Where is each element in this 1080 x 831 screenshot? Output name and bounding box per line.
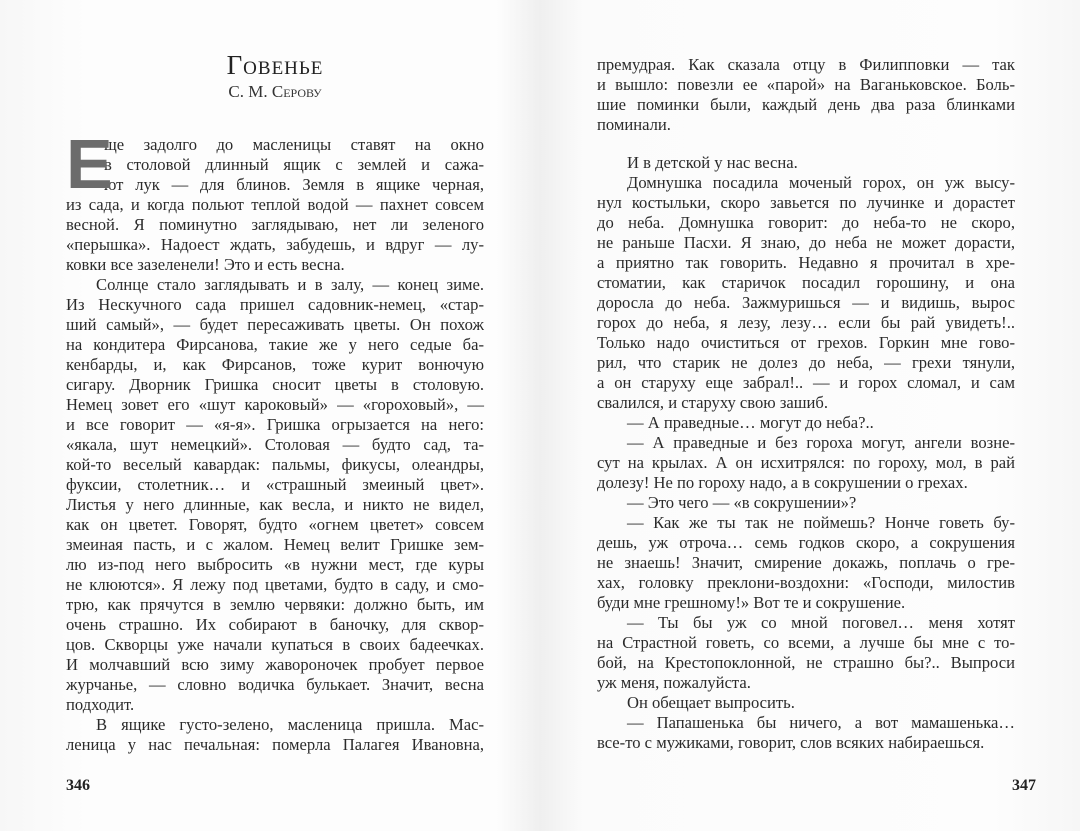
- text-line: лю из-под него выбросить «в нужни мест, где куры: [66, 555, 484, 574]
- right-page: [540, 0, 1080, 831]
- text-line: бой, на Крестопоклонной, не страшно бы?.. Выпроси: [597, 653, 1015, 672]
- text-line: кой-то веселый кавардак: пальмы, фикусы, олеандры,: [66, 455, 484, 474]
- text-line: змеиная пасть, и с жалом. Немец велит Гришке зем-: [66, 535, 484, 554]
- paragraph: [597, 433, 1015, 493]
- text-line: ковки все зазеленели! Это и есть весна.: [66, 255, 345, 274]
- text-line: шие поминки были, каждый день два раза блинками: [597, 95, 1015, 114]
- paragraph: [597, 493, 1015, 513]
- text-line: трю, как прячутся в землю червяки: должно быть, им: [66, 595, 484, 614]
- paragraph: [597, 173, 1015, 413]
- text-line: ют лук — для блинов. Земля в ящике черная,: [104, 175, 484, 194]
- text-line: фуксии, столетник… и «страшный змеиный цвет».: [66, 475, 484, 494]
- text-line: — А праведные и без гороха могут, ангели возне-: [627, 433, 1015, 452]
- text-line: не раньше Пасхи. Я знаю, до неба не может дорасти,: [597, 233, 1015, 252]
- text-line: все-то с мужиками, говорит, слов всяких набираешься.: [597, 733, 985, 752]
- text-line: а он старуху еще забрал!.. — и горох сломал, и сам: [597, 373, 1015, 392]
- text-line: из сада, и когда польют теплой водой — пахнет совсем: [66, 195, 484, 214]
- text-line: ще задолго до масленицы ставят на окно: [104, 135, 484, 154]
- paragraph: [66, 275, 484, 715]
- paragraph-gap: [597, 135, 1015, 153]
- text-line: И в детской у нас весна.: [627, 153, 798, 172]
- paragraph: [597, 153, 1015, 173]
- text-line: на кондитера Фирсанова, такие же у него седые ба-: [66, 335, 484, 354]
- text-line: подходит.: [66, 695, 135, 714]
- text-line: и вышло: повезли ее «парой» на Ваганьковское. Боль-: [597, 75, 1015, 94]
- dedication: С. М. Серову: [228, 82, 322, 101]
- paragraph: [597, 413, 1015, 433]
- paragraph: [597, 55, 1015, 135]
- text-line: Он обещает выпросить.: [627, 693, 795, 712]
- text-line: на Страстной говеть, со всеми, а лучше бы мне с то-: [597, 633, 1015, 652]
- text-line: дешь, уж отроча… семь годков скоро, а сокрушения: [597, 533, 1015, 552]
- text-line: рил, что старик не долез до неба, — грехи тянули,: [597, 353, 1015, 372]
- text-line: — Это чего — «в сокрушении»?: [627, 493, 857, 512]
- text-line: «перышка». Надоест ждать, забудешь, и вдруг — лу-: [66, 235, 484, 254]
- text-line: премудрая. Как сказала отцу в Филипповки — так: [597, 55, 1015, 74]
- text-line: ший самый», — будет пересаживать цветы. Он похож: [66, 315, 484, 334]
- text-line: не клюются». Я лежу под цветами, будто в саду, и смо-: [66, 575, 484, 594]
- paragraph: [597, 693, 1015, 713]
- text-line: — А праведные… могут до неба?..: [627, 413, 874, 432]
- text-line: — Как же ты так не поймешь? Нонче говеть бу-: [627, 513, 1015, 532]
- text-line: нул костыльки, скоро завьется по лучинке и дорастет: [597, 193, 1015, 212]
- text-line: а приятно так говорить. Недавно я прочитал в хре-: [597, 253, 1015, 272]
- text-line: весной. Я поминутно заглядываю, нет ли зеленого: [66, 215, 484, 234]
- text-line: Из Нескучного сада пришел садовник-немец, «стар-: [66, 295, 484, 314]
- text-line: сут на крылах. А он исхитрялся: по гороху, мол, в рай: [597, 453, 1015, 472]
- drop-cap: Е: [66, 125, 113, 203]
- text-line: В ящике густо-зелено, масленица пришла. Мас-: [96, 715, 484, 734]
- text-line: «якала, шут немецкий». Столовая — будто сад, та-: [66, 435, 484, 454]
- text-line: в столовой длинный ящик с землей и сажа-: [104, 155, 484, 174]
- paragraph: [597, 513, 1015, 613]
- text-line: очень страшно. Их собирают в баночку, для сквор-: [66, 615, 484, 634]
- text-line: как он цветет. Говорят, будто «огнем цветет» совсем: [66, 515, 484, 534]
- text-line: журчанье, — словно водичка булькает. Значит, весна: [66, 675, 484, 694]
- text-line: Немец зовет его «шут кароковый» — «гороховый», —: [66, 395, 484, 414]
- text-line: уж меня, пожалуйста.: [597, 673, 751, 692]
- text-line: Солнце стало заглядывать и в залу, — конец зиме.: [96, 275, 484, 294]
- text-line: долезу! Не по гороху надо, а в сокрушении о грехах.: [597, 473, 968, 492]
- text-line: доросла до неба. Зажмуришься — и видишь, вырос: [597, 293, 1015, 312]
- text-line: Листья у него длинные, как весла, и никто не видел,: [66, 495, 484, 514]
- text-line: Только надо очиститься от грехов. Горкин мне гово-: [597, 333, 1015, 352]
- text-line: Домнушка посадила моченый горох, он уж высу-: [627, 173, 1015, 192]
- text-line: И молчавший всю зиму жавороночек пробует первое: [66, 655, 484, 674]
- text-line: буди мне грешному!» Вот те и сокрушение.: [597, 593, 906, 612]
- text-line: и все говорит — «я-я». Гришка огрызается на него:: [66, 415, 484, 434]
- page-number-left: 346: [66, 777, 90, 794]
- text-line: кенбарды, и, как Фирсанов, тоже курит вонючую: [66, 355, 484, 374]
- page-number-right: 347: [1012, 777, 1036, 794]
- text-line: свалился, и старуху свою зашиб.: [597, 393, 829, 412]
- text-line: горох до неба, я лезу, лезу… если бы рай увидеть!..: [597, 313, 1015, 332]
- right-text-column: [597, 55, 1015, 753]
- left-text-column: [66, 125, 484, 755]
- paragraph: [597, 613, 1015, 693]
- text-line: не знаешь! Значит, смирение докажь, поплачь о гре-: [597, 553, 1015, 572]
- text-line: стоматии, как старичок посадил горошину, и она: [597, 273, 1015, 292]
- text-line: хах, головку преклони-воздохни: «Господи, милостив: [597, 573, 1015, 592]
- chapter-title: Говенье: [226, 50, 324, 80]
- text-line: леница у нас печальная: померла Палагея Ивановна,: [66, 735, 484, 754]
- text-line: — Папашенька бы ничего, а вот мамашенька…: [627, 713, 1015, 732]
- text-line: до неба. Домнушка говорит: до неба-то не скоро,: [597, 213, 1015, 232]
- paragraph: [597, 713, 1015, 753]
- text-line: сигару. Дворник Гришка сносит цветы в столовую.: [66, 375, 484, 394]
- paragraph: [66, 715, 484, 755]
- text-line: поминали.: [597, 115, 671, 134]
- paragraph: [66, 125, 484, 275]
- text-line: — Ты бы уж со мной поговел… меня хотят: [627, 613, 1015, 632]
- text-line: цов. Скворцы уже начали купаться в своих бадеечках.: [66, 635, 484, 654]
